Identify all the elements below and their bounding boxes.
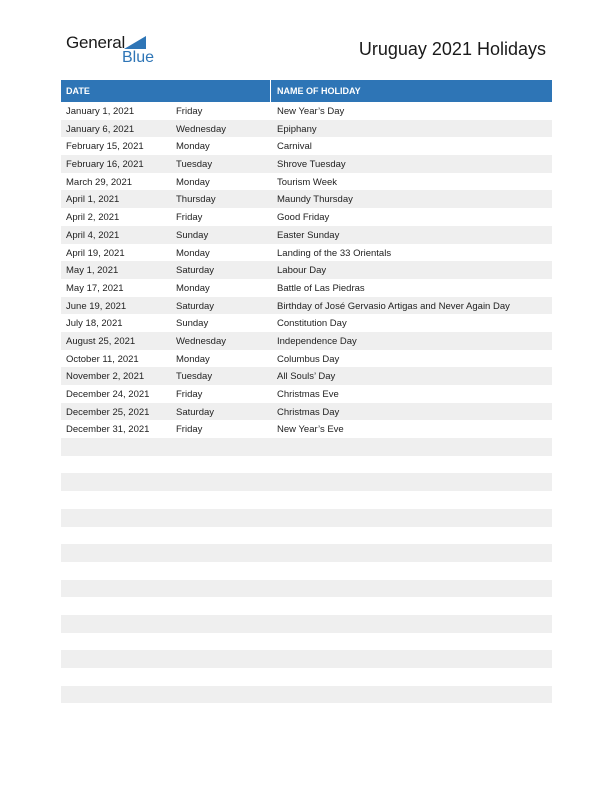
- table-row: [61, 208, 552, 226]
- date-cell: April 4, 2021: [66, 229, 120, 241]
- day-cell: Friday: [176, 106, 203, 117]
- day-cell: Tuesday: [176, 371, 213, 383]
- column-header-holiday: NAME OF HOLIDAY: [277, 86, 361, 96]
- table-row: [61, 297, 552, 315]
- table-row: [61, 120, 552, 138]
- holiday-cell: Constitution Day: [277, 318, 347, 330]
- table-row: [61, 350, 552, 368]
- holiday-cell: Good Friday: [277, 212, 330, 224]
- date-cell: December 24, 2021: [66, 389, 150, 400]
- day-cell: Saturday: [176, 300, 215, 312]
- table-row: [61, 173, 552, 191]
- table-row: [61, 314, 552, 332]
- holiday-cell: Labour Day: [277, 265, 327, 277]
- date-cell: December 25, 2021: [66, 406, 150, 418]
- day-cell: Wednesday: [176, 123, 226, 135]
- empty-row: [61, 597, 552, 615]
- date-cell: June 19, 2021: [66, 300, 127, 312]
- table-row: [61, 332, 552, 350]
- day-cell: Tuesday: [176, 159, 213, 171]
- day-cell: Friday: [176, 212, 203, 224]
- holiday-cell: Landing of the 33 Orientals: [277, 247, 392, 259]
- empty-row: [61, 650, 552, 668]
- logo-triangle-icon: [124, 36, 146, 49]
- day-cell: Monday: [176, 282, 210, 294]
- day-cell: Sunday: [176, 318, 209, 330]
- holiday-cell: Epiphany: [277, 123, 317, 135]
- table-row: [61, 420, 552, 438]
- empty-row: [61, 456, 552, 474]
- date-cell: November 2, 2021: [66, 371, 145, 383]
- page-title: Uruguay 2021 Holidays: [358, 39, 546, 59]
- empty-row: [61, 703, 552, 721]
- day-cell: Thursday: [176, 194, 216, 206]
- holiday-cell: Christmas Eve: [277, 389, 339, 400]
- table-row: [61, 244, 552, 262]
- date-cell: April 1, 2021: [66, 194, 120, 206]
- empty-row: [61, 509, 552, 527]
- day-cell: Monday: [176, 247, 210, 259]
- day-cell: Monday: [176, 353, 210, 365]
- day-cell: Friday: [176, 424, 203, 436]
- date-cell: July 18, 2021: [66, 318, 123, 330]
- date-cell: March 29, 2021: [66, 176, 133, 188]
- empty-row: [61, 473, 552, 491]
- holiday-cell: Independence Day: [277, 335, 357, 347]
- holiday-cell: Battle of Las Piedras: [277, 282, 365, 294]
- date-cell: April 2, 2021: [66, 212, 120, 224]
- column-header-date: DATE: [66, 86, 90, 96]
- empty-row: [61, 527, 552, 545]
- table-row: [61, 385, 552, 403]
- table-row: [61, 279, 552, 297]
- table-row: [61, 403, 552, 421]
- day-cell: Wednesday: [176, 335, 226, 347]
- empty-row: [61, 580, 552, 598]
- date-cell: December 31, 2021: [66, 424, 150, 436]
- table-row: [61, 155, 552, 173]
- holiday-cell: Birthday of José Gervasio Artigas and Never Again Day: [277, 300, 510, 312]
- holiday-cell: Easter Sunday: [277, 229, 340, 241]
- general-blue-logo: [66, 33, 156, 69]
- day-cell: Monday: [176, 176, 210, 188]
- empty-row: [61, 615, 552, 633]
- date-cell: January 1, 2021: [66, 106, 135, 117]
- table-row: [61, 367, 552, 385]
- holiday-cell: Christmas Day: [277, 406, 340, 418]
- empty-row: [61, 544, 552, 562]
- table-row: [61, 261, 552, 279]
- table-row: [61, 226, 552, 244]
- holiday-cell: New Year’s Day: [277, 106, 345, 117]
- date-cell: January 6, 2021: [66, 123, 135, 135]
- header-divider: [270, 80, 271, 102]
- date-cell: February 15, 2021: [66, 141, 144, 153]
- date-cell: April 19, 2021: [66, 247, 125, 259]
- empty-row: [61, 562, 552, 580]
- empty-row: [61, 668, 552, 686]
- table-row: [61, 102, 552, 120]
- table-body: [61, 102, 552, 721]
- holiday-cell: Shrove Tuesday: [277, 159, 346, 171]
- holiday-cell: Carnival: [277, 141, 312, 153]
- holiday-cell: Columbus Day: [277, 353, 340, 365]
- day-cell: Sunday: [176, 229, 209, 241]
- table-row: [61, 137, 552, 155]
- holiday-table: [61, 80, 552, 721]
- day-cell: Saturday: [176, 265, 215, 277]
- holiday-cell: New Year’s Eve: [277, 424, 344, 436]
- table-row: [61, 190, 552, 208]
- date-cell: May 17, 2021: [66, 282, 124, 294]
- empty-row: [61, 438, 552, 456]
- day-cell: Saturday: [176, 406, 215, 418]
- holiday-cell: Maundy Thursday: [277, 194, 353, 206]
- empty-row: [61, 491, 552, 509]
- day-cell: Friday: [176, 389, 203, 400]
- date-cell: August 25, 2021: [66, 335, 136, 347]
- empty-row: [61, 686, 552, 704]
- empty-row: [61, 633, 552, 651]
- day-cell: Monday: [176, 141, 210, 153]
- date-cell: February 16, 2021: [66, 159, 144, 171]
- holiday-cell: Tourism Week: [277, 176, 338, 188]
- logo-blue-text: Blue: [122, 49, 155, 66]
- holiday-cell: All Souls’ Day: [277, 371, 336, 383]
- logo-general-text: General: [66, 33, 126, 52]
- table-header: [61, 80, 552, 102]
- date-cell: May 1, 2021: [66, 265, 119, 277]
- date-cell: October 11, 2021: [66, 353, 139, 365]
